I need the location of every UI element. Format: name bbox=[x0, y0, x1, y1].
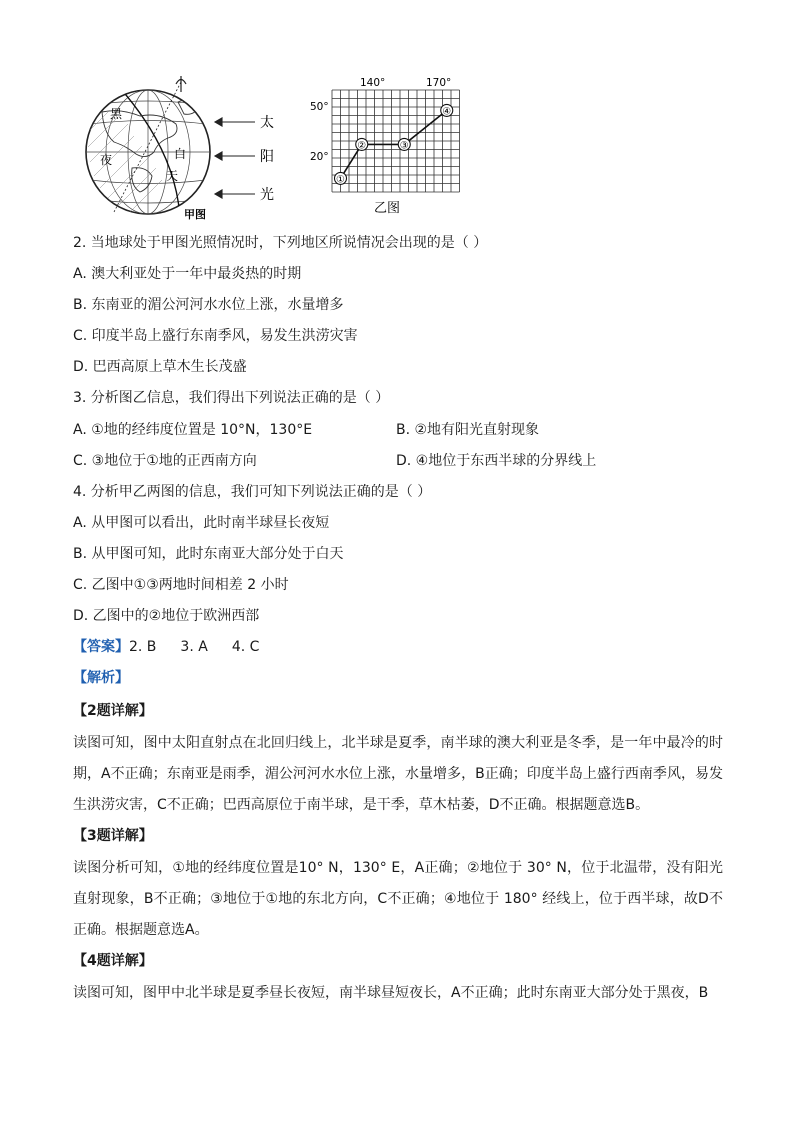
q2-stem: 2. 当地球处于甲图光照情况时，下列地区所说情况会出现的是（ ） bbox=[73, 235, 488, 251]
answer-item-2: 3. A bbox=[180, 639, 208, 655]
detail-3-text: 读图分析可知，①地的经纬度位置是10° N，130° E，A正确；②地位于 30° N，位于北温带，没有阳光直射现象，B不正确；③地位于①地的东北方向，C不正确；④地位于 180° 经线上，位于西半球，故D不正确。根据题意选A。 bbox=[73, 860, 723, 938]
answer-tag: 【答案】 bbox=[73, 639, 129, 655]
q2-option-b: B. 东南亚的湄公河河水水位上涨，水量增多 bbox=[73, 297, 344, 313]
label-night-2: 夜 bbox=[100, 153, 113, 167]
detail-2-text: 读图可知，图中太阳直射点在北回归线上，北半球是夏季，南半球的澳大利亚是冬季，是一年中最冷的时期，A不正确；东南亚是雨季，湄公河河水水位上涨，水量增多，B正确；印度半岛上盛行西南季风，易发生洪涝灾害，C不正确；巴西高原位于南半球，是干季，草木枯萎，D不正确。根据题意选B。 bbox=[73, 735, 723, 813]
figure-yi-grid bbox=[308, 72, 488, 222]
figure-yi-caption: 乙图 bbox=[374, 201, 401, 216]
q4-option-b: B. 从甲图可知，此时东南亚大部分处于白天 bbox=[73, 546, 344, 562]
lon-label-170: 170° bbox=[426, 77, 452, 89]
answer-line bbox=[73, 637, 259, 657]
sun-char-2: 阳 bbox=[260, 149, 274, 165]
q2-option-a: A. 澳大利亚处于一年中最炎热的时期 bbox=[73, 266, 302, 282]
sun-char-1: 太 bbox=[260, 115, 274, 131]
point-label-2: ② bbox=[357, 140, 367, 152]
analysis-tag: 【解析】 bbox=[73, 670, 129, 686]
point-label-1: ① bbox=[336, 174, 345, 186]
lat-label-20: 20° bbox=[310, 151, 329, 163]
figures-area bbox=[80, 72, 480, 222]
q4-option-a: A. 从甲图可以看出，此时南半球昼长夜短 bbox=[73, 515, 330, 531]
q4-option-d: D. 乙图中的②地位于欧洲西部 bbox=[73, 608, 260, 624]
label-day-2: 天 bbox=[166, 169, 179, 183]
answer-item-3: 4. C bbox=[231, 639, 260, 655]
point-label-3: ③ bbox=[399, 140, 409, 152]
detail-4-text: 读图可知，图甲中北半球是夏季昼长夜短，南半球昼短夜长，A不正确；此时东南亚大部分处于黑夜，B bbox=[73, 985, 709, 1001]
lon-label-140: 140° bbox=[360, 77, 386, 89]
q3-option-d: D. ④地位于东西半球的分界线上 bbox=[396, 453, 597, 469]
label-day-1: 白 bbox=[174, 147, 187, 161]
q3-stem: 3. 分析图乙信息，我们得出下列说法正确的是（ ） bbox=[73, 390, 390, 406]
answer-item-1: 2. B bbox=[129, 639, 157, 655]
q3-option-c: C. ③地位于①地的正西南方向 bbox=[73, 453, 257, 469]
detail-2-heading: 【2题详解】 bbox=[73, 703, 153, 719]
point-label-4: ④ bbox=[442, 106, 452, 118]
figure-jia-globe bbox=[80, 72, 290, 222]
sun-char-3: 光 bbox=[260, 187, 274, 203]
detail-4-heading: 【4题详解】 bbox=[73, 953, 153, 969]
q4-stem: 4. 分析甲乙两图的信息，我们可知下列说法正确的是（ ） bbox=[73, 484, 432, 500]
lat-label-50: 50° bbox=[310, 101, 329, 113]
q4-option-c: C. 乙图中①③两地时间相差 2 小时 bbox=[73, 577, 289, 593]
q2-option-c: C. 印度半岛上盛行东南季风，易发生洪涝灾害 bbox=[73, 328, 358, 344]
q3-option-b: B. ②地有阳光直射现象 bbox=[396, 422, 540, 438]
figure-jia-caption: 甲图 bbox=[184, 208, 206, 221]
q2-option-d: D. 巴西高原上草木生长茂盛 bbox=[73, 359, 247, 375]
q3-option-a: A. ①地的经纬度位置是 10°N，130°E bbox=[73, 422, 313, 438]
detail-3-heading: 【3题详解】 bbox=[73, 828, 153, 844]
label-night-1: 黑 bbox=[110, 107, 123, 121]
